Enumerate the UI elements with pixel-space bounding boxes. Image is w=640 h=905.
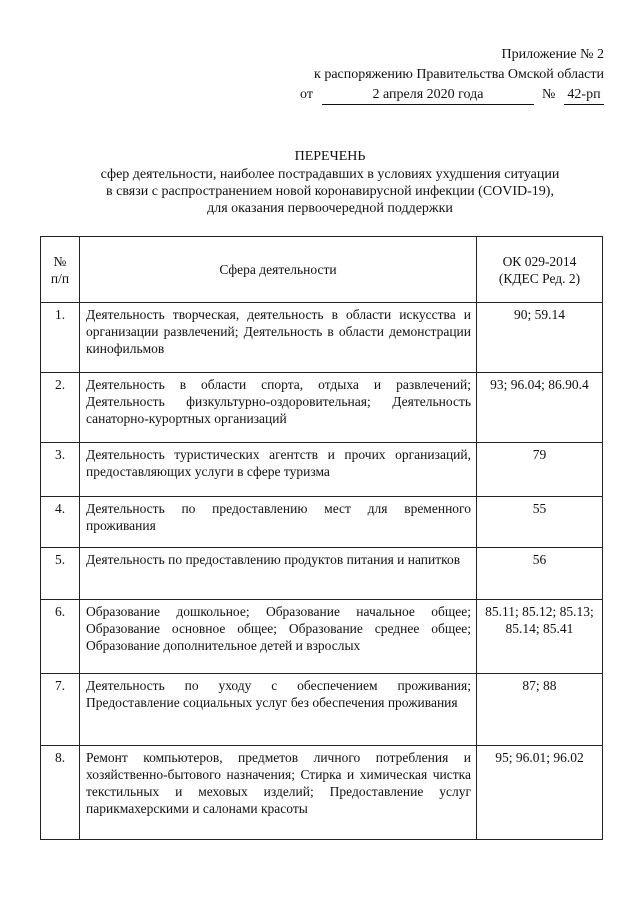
- header-num: [41, 237, 80, 303]
- row-codes: 55: [477, 497, 603, 548]
- table-row: [41, 548, 603, 600]
- row-sphere: Образование дошкольное; Образование начальное общее; Образование основное общее; Образование среднее общее; Образование дополнительное детей и взрослых: [80, 600, 477, 674]
- row-codes: 90; 59.14: [477, 303, 603, 373]
- order-number: 42-рп: [564, 85, 604, 105]
- row-sphere: Деятельность туристических агентств и прочих организаций, предоставляющих услуги в сфере туризма: [80, 443, 477, 497]
- table-header-row: [41, 237, 603, 303]
- table-row: [41, 674, 603, 746]
- table-row: [41, 746, 603, 840]
- row-sphere: Деятельность по предоставлению продуктов питания и напитков: [80, 548, 477, 600]
- row-sphere: Ремонт компьютеров, предметов личного потребления и хозяйственно-бытового назначения; Стирка и химическая чистка текстильных и меховых изделий; Предоставление услуг парикмахерскими и салонами красоты: [80, 746, 477, 840]
- row-sphere: Деятельность по уходу с обеспечением проживания; Предоставление социальных услуг без обеспечения проживания: [80, 674, 477, 746]
- row-sphere: Деятельность в области спорта, отдыха и развлечений; Деятельность физкультурно-оздоровительная; Деятельность санаторно-курортных организаций: [80, 373, 477, 443]
- row-codes: 93; 96.04; 86.90.4: [477, 373, 603, 443]
- header-num-label: п/п: [50, 270, 70, 286]
- heading-line-3: для оказания первоочередной поддержки: [207, 201, 453, 216]
- table-row: [41, 443, 603, 497]
- row-codes: 95; 96.01; 96.02: [477, 746, 603, 840]
- header-codes: [477, 237, 603, 303]
- row-sphere: Деятельность по предоставлению мест для временного проживания: [80, 497, 477, 548]
- header-codes-line1: ОК 029-2014: [502, 253, 577, 269]
- heading-title: ПЕРЕЧЕНЬ: [294, 149, 366, 164]
- row-codes: 79: [477, 443, 603, 497]
- row-num: 3.: [41, 443, 80, 497]
- header-sphere: Сфера деятельности: [80, 237, 477, 303]
- table-row: [41, 497, 603, 548]
- appendix-title: Приложение № 2: [501, 47, 604, 62]
- appendix-date-line: [300, 85, 604, 105]
- spheres-table: [40, 236, 603, 840]
- header-codes-line2: (КДЕС Ред. 2): [498, 270, 581, 286]
- number-prefix: №: [542, 87, 556, 102]
- row-codes: 85.11; 85.12; 85.13; 85.14; 85.41: [477, 600, 603, 674]
- date-prefix: от: [300, 87, 313, 102]
- table-row: [41, 600, 603, 674]
- row-sphere: Деятельность творческая, деятельность в области искусства и организации развлечений; Деятельность в области демонстрации кинофильмов: [80, 303, 477, 373]
- appendix-header: [300, 45, 604, 105]
- heading-line-1: сфер деятельности, наиболее пострадавших в условиях ухудшения ситуации: [100, 167, 560, 182]
- header-num-symbol: №: [53, 253, 67, 269]
- row-num: 2.: [41, 373, 80, 443]
- row-num: 4.: [41, 497, 80, 548]
- row-num: 1.: [41, 303, 80, 373]
- appendix-order-ref: к распоряжению Правительства Омской области: [314, 67, 604, 82]
- row-num: 8.: [41, 746, 80, 840]
- table-row: [41, 303, 603, 373]
- row-codes: 56: [477, 548, 603, 600]
- table-row: [41, 373, 603, 443]
- row-num: 6.: [41, 600, 80, 674]
- heading-line-2: в связи с распространением новой коронавирусной инфекции (COVID-19),: [106, 184, 554, 199]
- order-date: 2 апреля 2020 года: [322, 85, 534, 105]
- row-num: 7.: [41, 674, 80, 746]
- row-num: 5.: [41, 548, 80, 600]
- document-heading: [60, 148, 600, 217]
- row-codes: 87; 88: [477, 674, 603, 746]
